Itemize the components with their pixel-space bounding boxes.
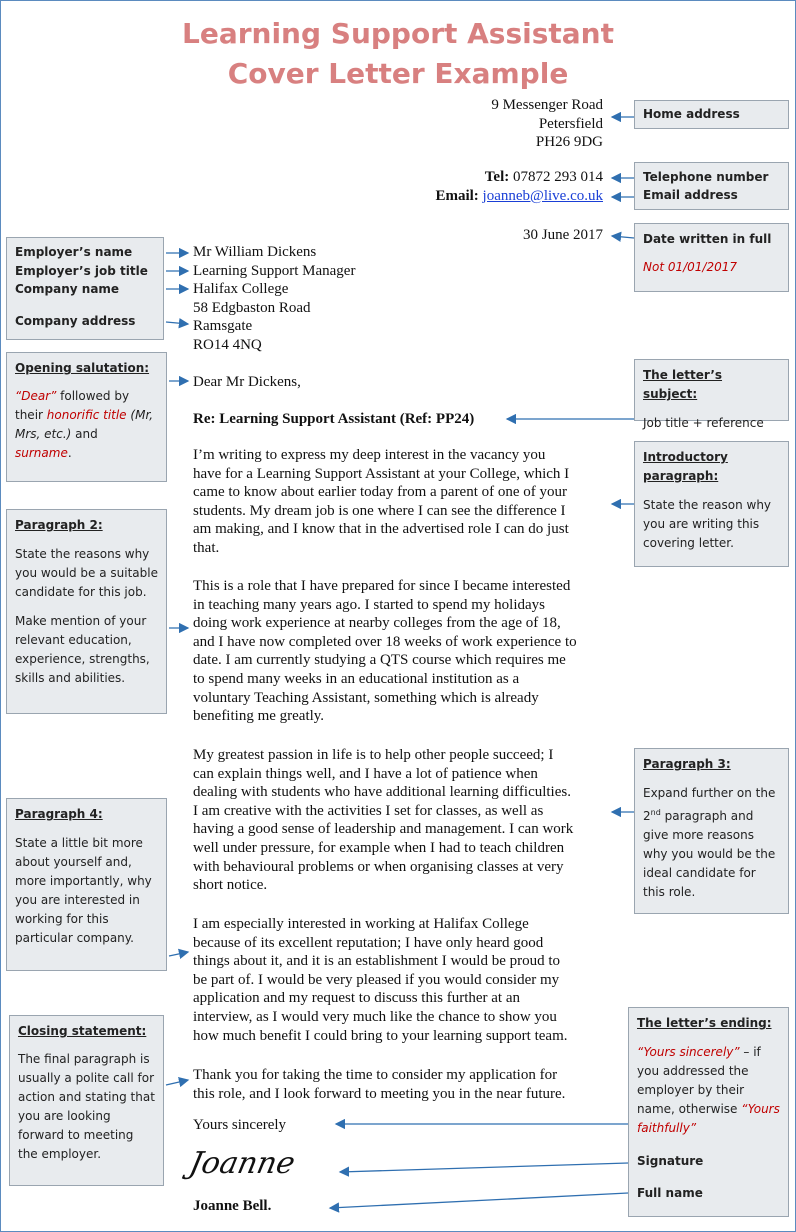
note-introductory: Introductory paragraph: State the reason why you are writing this covering letter. <box>634 441 789 567</box>
recipient-company: Halifax College <box>193 281 289 298</box>
email-label: Email: <box>435 187 479 204</box>
letter-date: 30 June 2017 <box>523 227 603 243</box>
arrow-signature <box>340 1163 628 1172</box>
note-paragraph-4: Paragraph 4: State a little bit more about yourself and, more importantly, why you are interested in working for this particular company. <box>6 798 167 971</box>
note-closing: Closing statement: The final paragraph is usually a polite call for action and stating that you are looking forward to meeting the employer. <box>9 1015 164 1186</box>
recipient-job-title: Learning Support Manager <box>193 262 356 279</box>
note-telephone-email: Telephone number Email address <box>634 162 789 210</box>
note-subject: The letter’s subject: Job title + reference <box>634 359 789 421</box>
arrow-date <box>612 236 634 238</box>
note-signature-name: Signature Full name <box>628 1147 789 1217</box>
note-date: Date written in full Not 01/01/2017 <box>634 223 789 292</box>
signature: Joanne <box>186 1146 299 1181</box>
arrow-paragraph-4 <box>169 952 188 956</box>
paragraph-2: This is a role that I have prepared for since I became interested in teaching many years ago. I started to spend my holidays doing work experience at nearby colleges from the age of 18, and I have now completed over 18 weeks of work experience to date. I am currently studying a QTS course which requires me to spend many weeks in an educational institution as a voluntary Teaching Assistant, something which is already benefiting me greatly. <box>193 578 577 725</box>
paragraph-4: I am especially interested in working at Halifax College because of its excellent reputation; I have only heard good things about it, and it is an establishment I would be proud to be part of. I would be very pleased if you would consider my application and my request to discuss this further at an interview, as I would very much like the chance to show you how much benefit I could bring to your learning support team. <box>193 916 568 1044</box>
note-paragraph-3: Paragraph 3: Expand further on the 2nd paragraph and give more reasons why you would be the ideal candidate for this role. <box>634 748 789 914</box>
arrow-company-address <box>166 322 188 324</box>
recipient-postcode: RO14 4NQ <box>193 336 262 353</box>
note-opening: Opening salutation: “Dear” followed by their honorific title (Mr, Mrs, etc.) and surname. <box>6 352 167 482</box>
sender-tel: 07872 293 014 <box>513 169 603 185</box>
paragraph-3: My greatest passion in life is to help other people succeed; I can explain things well, and I have a lot of patience when dealing with students who have additional learning difficulties. I am creative with the activities I set for classes, as well as having a good sense of leadership and management. I can work well under pressure, for example when I had to teach children with behavioural problems or when organising classes at very short notice. <box>193 747 574 894</box>
page-subtitle: Cover Letter Example <box>227 57 569 90</box>
sender-town: Petersfield <box>538 115 603 132</box>
sender-street: 9 Messenger Road <box>491 97 603 113</box>
note-paragraph-2: Paragraph 2: State the reasons why you would be a suitable candidate for this job. Make mention of your relevant education, experience, strengths, skills and abilities. <box>6 509 167 714</box>
tel-label: Tel: <box>484 169 510 185</box>
date-warning: Not 01/01/2017 <box>643 260 738 274</box>
letter-subject: Re: Learning Support Assistant (Ref: PP24) <box>193 411 475 427</box>
closing-phrase: Yours sincerely <box>193 1117 287 1133</box>
note-employer: Employer’s name Employer’s job title Company name Company address <box>6 237 164 340</box>
salutation: Dear Mr Dickens, <box>193 374 301 390</box>
paragraph-5: Thank you for taking the time to consider my application for this role, and I look forward to meeting you in the near future. <box>193 1067 566 1102</box>
sender-email-link[interactable]: joanneb@live.co.uk <box>482 187 603 204</box>
page-title: Learning Support Assistant <box>181 17 615 50</box>
note-home-address: Home address <box>634 100 789 129</box>
sender-postcode: PH26 9DG <box>535 134 603 151</box>
paragraph-1: I’m writing to express my deep interest in the vacancy you have for a Learning Support Assistant at your College, which I came to know about earlier today from a parent of one of your students. My dream job is one where I can see the difference I am making, and I know that in the advertised role I can do just that. <box>193 447 570 556</box>
full-name: Joanne Bell. <box>193 1198 272 1214</box>
arrow-full-name <box>330 1193 628 1208</box>
recipient-address2: Ramsgate <box>193 318 253 335</box>
recipient-name: Mr William Dickens <box>193 244 317 260</box>
recipient-address1: 58 Edgbaston Road <box>193 299 311 316</box>
arrow-closing <box>166 1080 188 1085</box>
note-ending: The letter’s ending: “Yours sincerely” – if you addressed the employer by their name, otherwise “Yours faithfully” <box>628 1007 789 1148</box>
